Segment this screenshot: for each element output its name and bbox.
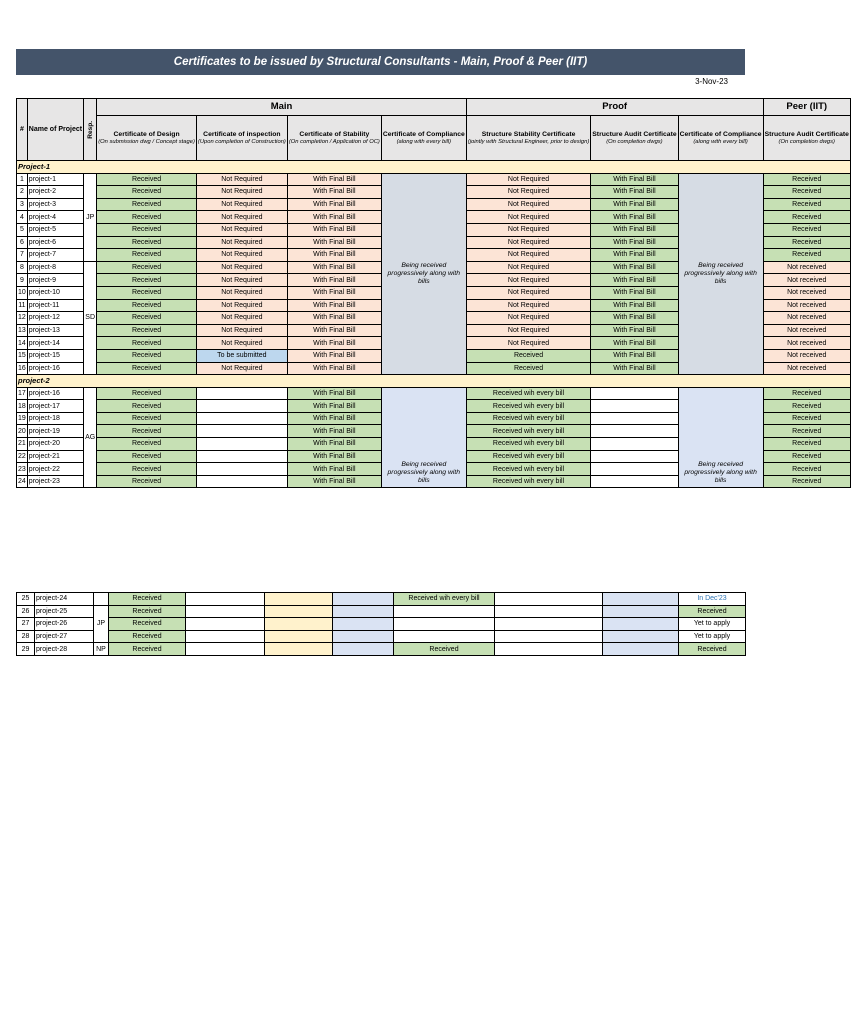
header-resp [84,99,97,161]
peer-audit: Received [763,425,850,438]
peer-audit: Not received [763,274,850,287]
peer-audit: Received [763,400,850,413]
cert-design: Received [97,475,197,488]
cert-design: Received [97,236,197,249]
cert-inspection [186,643,265,656]
cert-inspection: Not Required [196,186,287,199]
peer-audit: Not received [763,337,850,350]
cert-inspection: Not Required [196,362,287,375]
peer-audit: Not received [763,349,850,362]
peer-audit: Yet to apply [679,618,746,631]
section-label: project-2 [17,375,851,388]
header-col-title: Certificate of Compliance [679,130,762,138]
proof-compliance [603,605,679,618]
cert-stability: With Final Bill [287,463,381,476]
cert-stability: With Final Bill [287,362,381,375]
proof-audit: With Final Bill [591,249,678,262]
peer-audit: Received [763,249,850,262]
proof-stability [394,605,495,618]
project-name: project-25 [35,605,94,618]
cert-inspection: Not Required [196,249,287,262]
project-name: project-19 [27,425,83,438]
row-number: 11 [17,299,28,312]
header-col-note: (Upon completion of Construction) [197,139,286,146]
proof-audit: With Final Bill [591,362,678,375]
main-compliance [333,605,394,618]
header-peer: Peer (IIT) [763,99,850,116]
header-col-3 [287,116,381,161]
cert-design: Received [109,605,186,618]
proof-audit [495,618,603,631]
header-col-1 [97,116,197,161]
proof-stability: Not Required [466,261,590,274]
resp-ag: AG [84,387,97,488]
cert-design: Received [97,312,197,325]
cert-design: Received [97,362,197,375]
header-col-title: Certificate of Compliance [382,130,465,138]
header-name: Name of Project [27,99,83,161]
cert-stability: With Final Bill [287,249,381,262]
cert-inspection: Not Required [196,286,287,299]
cert-inspection: Not Required [196,299,287,312]
row-number: 2 [17,186,28,199]
proof-audit: With Final Bill [591,223,678,236]
table-row [17,593,746,606]
cert-inspection [196,425,287,438]
peer-audit: Not received [763,299,850,312]
cert-design: Received [97,412,197,425]
cert-stability: With Final Bill [287,387,381,400]
cert-stability: With Final Bill [287,261,381,274]
row-number: 16 [17,362,28,375]
header-col-title: Structure Audit Certificate [592,130,677,138]
cert-stability [265,630,333,643]
table-row [17,643,746,656]
cert-design: Received [97,438,197,451]
proof-audit: With Final Bill [591,299,678,312]
project-name: project-1 [27,173,83,186]
proof-audit: With Final Bill [591,286,678,299]
proof-stability: Received [394,643,495,656]
header-col-title: Certificate of Design [113,130,180,138]
header-col-title: Structure Audit Certificate [764,130,849,138]
peer-audit: Received [763,236,850,249]
row-number: 14 [17,337,28,350]
cert-design: Received [97,198,197,211]
row-number: 19 [17,412,28,425]
proof-compliance-merged: Being received progressively along with bills [678,173,763,375]
cert-inspection [186,630,265,643]
page-title: Certificates to be issued by Structural Consultants - Main, Proof & Peer (IIT) [16,49,745,75]
proof-stability: Not Required [466,337,590,350]
cert-design: Received [109,618,186,631]
cert-stability [265,593,333,606]
row-number: 24 [17,475,28,488]
header-col-note: (along with every bill) [693,139,748,146]
project-name: project-16 [27,362,83,375]
row-number: 3 [17,198,28,211]
cert-stability: With Final Bill [287,412,381,425]
peer-audit: Not received [763,362,850,375]
project-name: project-27 [35,630,94,643]
cert-stability: With Final Bill [287,186,381,199]
cert-inspection: To be submitted [196,349,287,362]
header-col-note: (On completion dwgs) [606,139,663,146]
project-name: project-28 [35,643,94,656]
header-main: Main [97,99,467,116]
peer-audit: Received [763,412,850,425]
peer-audit: Not received [763,324,850,337]
header-col-5 [466,116,590,161]
project-name: project-13 [27,324,83,337]
cert-stability [265,605,333,618]
peer-audit: Received [763,211,850,224]
proof-audit: With Final Bill [591,349,678,362]
proof-stability: Not Required [466,186,590,199]
project-name: project-5 [27,223,83,236]
proof-stability: Received wih every bill [466,438,590,451]
proof-stability: Received wih every bill [466,450,590,463]
proof-audit [591,400,678,413]
proof-stability: Received wih every bill [466,387,590,400]
proof-stability [394,630,495,643]
project-name: project-7 [27,249,83,262]
project-name: project-15 [27,349,83,362]
cert-design: Received [97,450,197,463]
cert-design: Received [97,211,197,224]
proof-audit [591,412,678,425]
proof-audit [495,630,603,643]
peer-audit: Received [763,173,850,186]
header-col-title: Certificate of inspection [203,130,281,138]
proof-stability: Not Required [466,274,590,287]
row-number: 9 [17,274,28,287]
row-number: 23 [17,463,28,476]
cert-design: Received [109,593,186,606]
cert-inspection [196,450,287,463]
proof-audit [591,463,678,476]
resp-np: NP [94,643,109,656]
cert-inspection [196,475,287,488]
resp-sd: SD [84,261,97,374]
project-name: project-22 [27,463,83,476]
resp-blank [94,593,109,606]
row-number: 13 [17,324,28,337]
proof-stability: Not Required [466,173,590,186]
cert-stability: With Final Bill [287,223,381,236]
header-col-note: (On submission dwg / Concept stage) [98,139,195,146]
cert-stability: With Final Bill [287,286,381,299]
proof-audit [495,643,603,656]
proof-audit [591,425,678,438]
row-number: 17 [17,387,28,400]
header-col-note: (along with every bill) [396,139,452,146]
cert-stability: With Final Bill [287,337,381,350]
proof-stability: Not Required [466,223,590,236]
table-row [17,605,746,618]
cert-design: Received [97,387,197,400]
main-compliance [333,643,394,656]
header-col-7 [678,116,763,161]
header-col-6 [591,116,678,161]
cert-stability: With Final Bill [287,450,381,463]
main-compliance-merged: Being received progressively along with bills [381,387,466,488]
cert-stability: With Final Bill [287,198,381,211]
cert-design: Received [97,299,197,312]
proof-audit [591,475,678,488]
peer-audit: Yet to apply [679,630,746,643]
peer-audit: Not received [763,286,850,299]
cert-stability: With Final Bill [287,173,381,186]
resp-jp: JP [84,173,97,261]
project-name: project-17 [27,400,83,413]
proof-stability: Received wih every bill [466,475,590,488]
proof-audit [591,450,678,463]
cert-inspection: Not Required [196,274,287,287]
cert-design: Received [97,274,197,287]
row-number: 5 [17,223,28,236]
cert-design: Received [97,261,197,274]
row-number: 22 [17,450,28,463]
proof-audit: With Final Bill [591,261,678,274]
project-name: project-23 [27,475,83,488]
certificates-table [16,98,851,488]
row-number: 28 [17,630,35,643]
cert-design: Received [97,286,197,299]
peer-audit: In Dec'23 [679,593,746,606]
peer-audit: Not received [763,261,850,274]
proof-audit: With Final Bill [591,274,678,287]
row-number: 1 [17,173,28,186]
cert-inspection [196,387,287,400]
project-name: project-6 [27,236,83,249]
proof-audit: With Final Bill [591,312,678,325]
main-compliance [333,593,394,606]
proof-audit [591,387,678,400]
certificates-table-2 [16,592,746,656]
proof-audit: With Final Bill [591,211,678,224]
table-row [17,630,746,643]
row-number: 12 [17,312,28,325]
cert-design: Received [97,223,197,236]
cert-design: Received [97,324,197,337]
proof-stability: Not Required [466,249,590,262]
cert-design: Received [97,400,197,413]
project-name: project-24 [35,593,94,606]
cert-inspection: Not Required [196,337,287,350]
peer-audit: Received [763,475,850,488]
row-number: 25 [17,593,35,606]
cert-stability: With Final Bill [287,312,381,325]
project-name: project-2 [27,186,83,199]
proof-stability: Not Required [466,211,590,224]
main-compliance-merged: Being received progressively along with bills [381,173,466,375]
proof-stability: Received wih every bill [394,593,495,606]
cert-stability: With Final Bill [287,438,381,451]
cert-stability: With Final Bill [287,324,381,337]
project-name: project-21 [27,450,83,463]
cert-inspection: Not Required [196,312,287,325]
project-name: project-12 [27,312,83,325]
peer-audit: Received [763,463,850,476]
proof-audit: With Final Bill [591,173,678,186]
proof-stability [394,618,495,631]
cert-stability: With Final Bill [287,299,381,312]
cert-inspection [186,593,265,606]
proof-audit: With Final Bill [591,324,678,337]
cert-design: Received [97,425,197,438]
cert-design: Received [109,643,186,656]
header-col-title: Certificate of Stability [299,130,370,138]
proof-compliance [603,618,679,631]
cert-design: Received [97,349,197,362]
project-name: project-18 [27,412,83,425]
header-col-2 [196,116,287,161]
project-name: project-14 [27,337,83,350]
proof-stability: Received wih every bill [466,463,590,476]
cert-design: Received [97,173,197,186]
proof-audit [591,438,678,451]
project-name: project-3 [27,198,83,211]
proof-audit: With Final Bill [591,236,678,249]
proof-stability: Received [466,362,590,375]
peer-audit: Not received [763,312,850,325]
project-name: project-16 [27,387,83,400]
peer-audit: Received [763,198,850,211]
proof-stability: Received [466,349,590,362]
cert-inspection [196,463,287,476]
project-name: project-26 [35,618,94,631]
peer-audit: Received [679,605,746,618]
cert-inspection: Not Required [196,211,287,224]
cert-inspection [196,438,287,451]
peer-audit: Received [763,186,850,199]
proof-stability: Not Required [466,286,590,299]
cert-stability: With Final Bill [287,236,381,249]
header-col-note: (On completion dwgs) [778,139,835,146]
project-name: project-11 [27,299,83,312]
cert-stability: With Final Bill [287,475,381,488]
table-row [17,618,746,631]
row-number: 8 [17,261,28,274]
cert-inspection: Not Required [196,324,287,337]
report-date: 3-Nov-23 [695,77,728,86]
proof-compliance-merged: Being received progressively along with bills [678,387,763,488]
row-number: 15 [17,349,28,362]
proof-stability: Not Required [466,198,590,211]
main-compliance [333,618,394,631]
header-col-note: (On completion / Application of OC) [288,139,380,146]
cert-design: Received [97,249,197,262]
proof-compliance [603,630,679,643]
row-number: 26 [17,605,35,618]
proof-stability: Not Required [466,312,590,325]
cert-stability [265,643,333,656]
proof-stability: Not Required [466,236,590,249]
main-compliance [333,630,394,643]
table-row [17,173,851,186]
proof-audit [495,605,603,618]
cert-stability: With Final Bill [287,211,381,224]
row-number: 4 [17,211,28,224]
proof-stability: Not Required [466,299,590,312]
header-col-note: (jointly with Structural Engineer, prior to design) [467,139,590,146]
row-number: 10 [17,286,28,299]
cert-inspection [186,605,265,618]
cert-inspection: Not Required [196,236,287,249]
cert-inspection: Not Required [196,173,287,186]
cert-design: Received [97,337,197,350]
project-name: project-4 [27,211,83,224]
row-number: 27 [17,618,35,631]
header-num: # [17,99,28,161]
cert-stability: With Final Bill [287,400,381,413]
cert-inspection: Not Required [196,198,287,211]
peer-audit: Received [763,450,850,463]
cert-inspection [196,412,287,425]
project-name: project-20 [27,438,83,451]
row-number: 20 [17,425,28,438]
project-name: project-8 [27,261,83,274]
cert-design: Received [97,463,197,476]
table-row [17,387,851,400]
proof-stability: Received wih every bill [466,412,590,425]
proof-audit [495,593,603,606]
header-col-title: Structure Stability Certificate [481,130,576,138]
proof-stability: Received wih every bill [466,400,590,413]
resp-jp: JP [94,605,109,643]
project-name: project-10 [27,286,83,299]
header-proof: Proof [466,99,763,116]
peer-audit: Received [763,387,850,400]
cert-stability: With Final Bill [287,274,381,287]
section-label: Project-1 [17,161,851,174]
row-number: 6 [17,236,28,249]
proof-stability: Received wih every bill [466,425,590,438]
peer-audit: Received [679,643,746,656]
proof-audit: With Final Bill [591,198,678,211]
cert-stability: With Final Bill [287,425,381,438]
row-number: 7 [17,249,28,262]
header-col-4 [381,116,466,161]
peer-audit: Received [763,438,850,451]
cert-design: Received [109,630,186,643]
cert-inspection: Not Required [196,261,287,274]
row-number: 18 [17,400,28,413]
cert-inspection [186,618,265,631]
proof-compliance [603,593,679,606]
row-number: 29 [17,643,35,656]
cert-stability [265,618,333,631]
proof-compliance [603,643,679,656]
proof-audit: With Final Bill [591,186,678,199]
header-resp-label: Resp. [86,120,94,139]
cert-inspection [196,400,287,413]
peer-audit: Received [763,223,850,236]
cert-stability: With Final Bill [287,349,381,362]
project-name: project-9 [27,274,83,287]
cert-inspection: Not Required [196,223,287,236]
cert-design: Received [97,186,197,199]
header-col-8 [763,116,850,161]
proof-audit: With Final Bill [591,337,678,350]
proof-stability: Not Required [466,324,590,337]
row-number: 21 [17,438,28,451]
